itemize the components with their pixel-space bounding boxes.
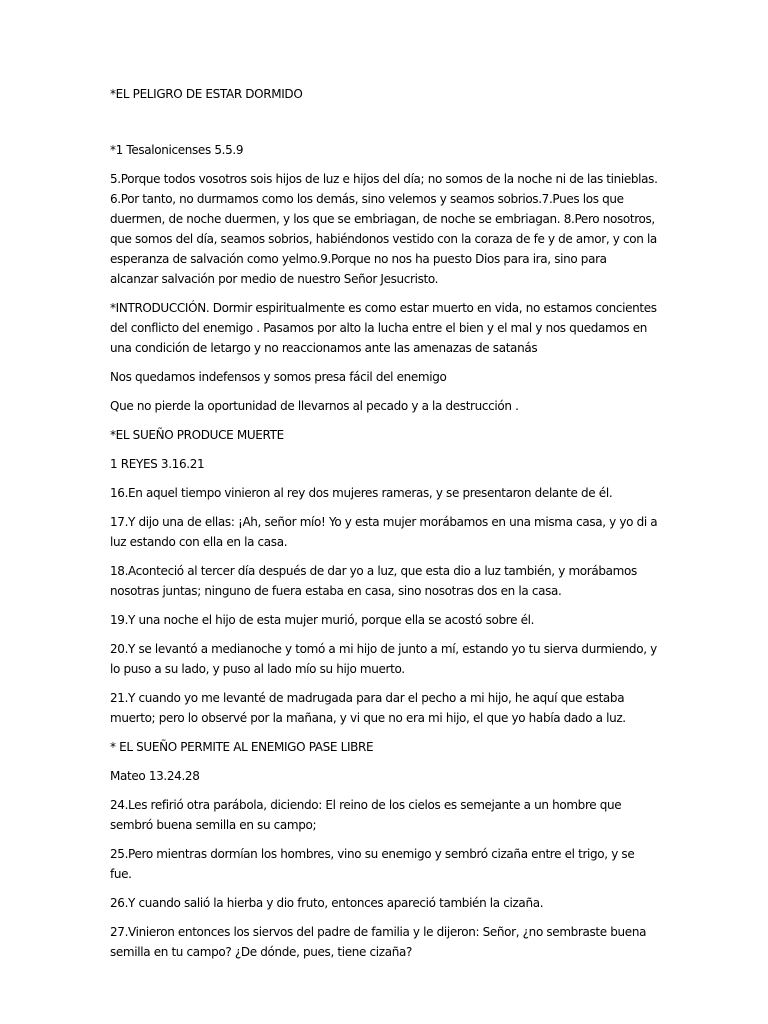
verse-paragraph: 17.Y dijo una de ellas: ¡Ah, señor mío! Yo y esta mujer morábamos en una misma casa, y yo di a luz estando con ella en la casa. xyxy=(110,515,658,549)
verse-paragraph: 27.Vinieron entonces los siervos del padre de familia y le dijeron: Señor, ¿no sembraste buena semilla en tu campo? ¿De dónde, pues, tiene cizaña? xyxy=(110,925,647,959)
verse-paragraph: 26.Y cuando salió la hierba y dio fruto, entonces apareció también la cizaña. xyxy=(110,896,544,910)
scripture-reference: Mateo 13.24.28 xyxy=(110,769,200,783)
verse-paragraph: 19.Y una noche el hijo de esta mujer murió, porque ella se acostó sobre él. xyxy=(110,613,535,627)
document-body xyxy=(110,84,658,971)
verse-paragraph: 20.Y se levantó a medianoche y tomó a mi hijo de junto a mí, estando yo tu sierva durmiendo, y lo puso a su lado, y puso al lado mío su hijo muerto. xyxy=(110,642,657,676)
verse-paragraph: 25.Pero mientras dormían los hombres, vino su enemigo y sembró cizaña entre el trigo, y se fue. xyxy=(110,847,635,881)
body-paragraph: Que no pierde la oportunidad de llevarnos al pecado y a la destrucción . xyxy=(110,399,519,413)
introduction-paragraph: *INTRODUCCIÓN. Dormir espiritualmente es como estar muerto en vida, no estamos concientes del conflicto del enemigo . Pasamos por alto la lucha entre el bien y el mal y nos quedamos en una condición de letargo y no reaccionamos ante las amenazas de satanás xyxy=(110,301,657,355)
verse-paragraph: 24.Les refirió otra parábola, diciendo: El reino de los cielos es semejante a un hombre que sembró buena semilla en su campo; xyxy=(110,798,622,832)
verse-paragraph: 21.Y cuando yo me levanté de madrugada para dar el pecho a mi hijo, he aquí que estaba muerto; pero lo observé por la mañana, y vi que no era mi hijo, el que yo había dado a luz. xyxy=(110,691,626,725)
section-heading: * EL SUEÑO PERMITE AL ENEMIGO PASE LIBRE xyxy=(110,740,374,754)
scripture-reference: *1 Tesalonicenses 5.5.9 xyxy=(110,143,244,157)
verse-paragraph: 18.Aconteció al tercer día después de dar yo a luz, que esta dio a luz también, y morábamos nosotras juntas; ninguno de fuera estaba en casa, sino nosotras dos en la casa. xyxy=(110,564,637,598)
scripture-text: 5.Porque todos vosotros sois hijos de luz e hijos del día; no somos de la noche ni de las tinieblas. 6.Por tanto, no durmamos como los demás, sino velemos y seamos sobrios.7.Pues los que duermen, de noche duermen, y los que se embriagan, de noche se embriagan. 8.Pero nosotros, que somos del día, seamos sobrios, habiéndonos vestido con la coraza de fe y de amor, y con la esperanza de salvación como yelmo.9.Porque no nos ha puesto Dios para ira, sino para alcanzar salvación por medio de nuestro Señor Jesucristo. xyxy=(110,172,658,286)
scripture-reference: 1 REYES 3.16.21 xyxy=(110,457,205,471)
body-paragraph: Nos quedamos indefensos y somos presa fácil del enemigo xyxy=(110,370,447,384)
section-heading: *EL SUEÑO PRODUCE MUERTE xyxy=(110,428,284,442)
verse-paragraph: 16.En aquel tiempo vinieron al rey dos mujeres rameras, y se presentaron delante de él. xyxy=(110,486,613,500)
document-title: *EL PELIGRO DE ESTAR DORMIDO xyxy=(110,87,303,101)
